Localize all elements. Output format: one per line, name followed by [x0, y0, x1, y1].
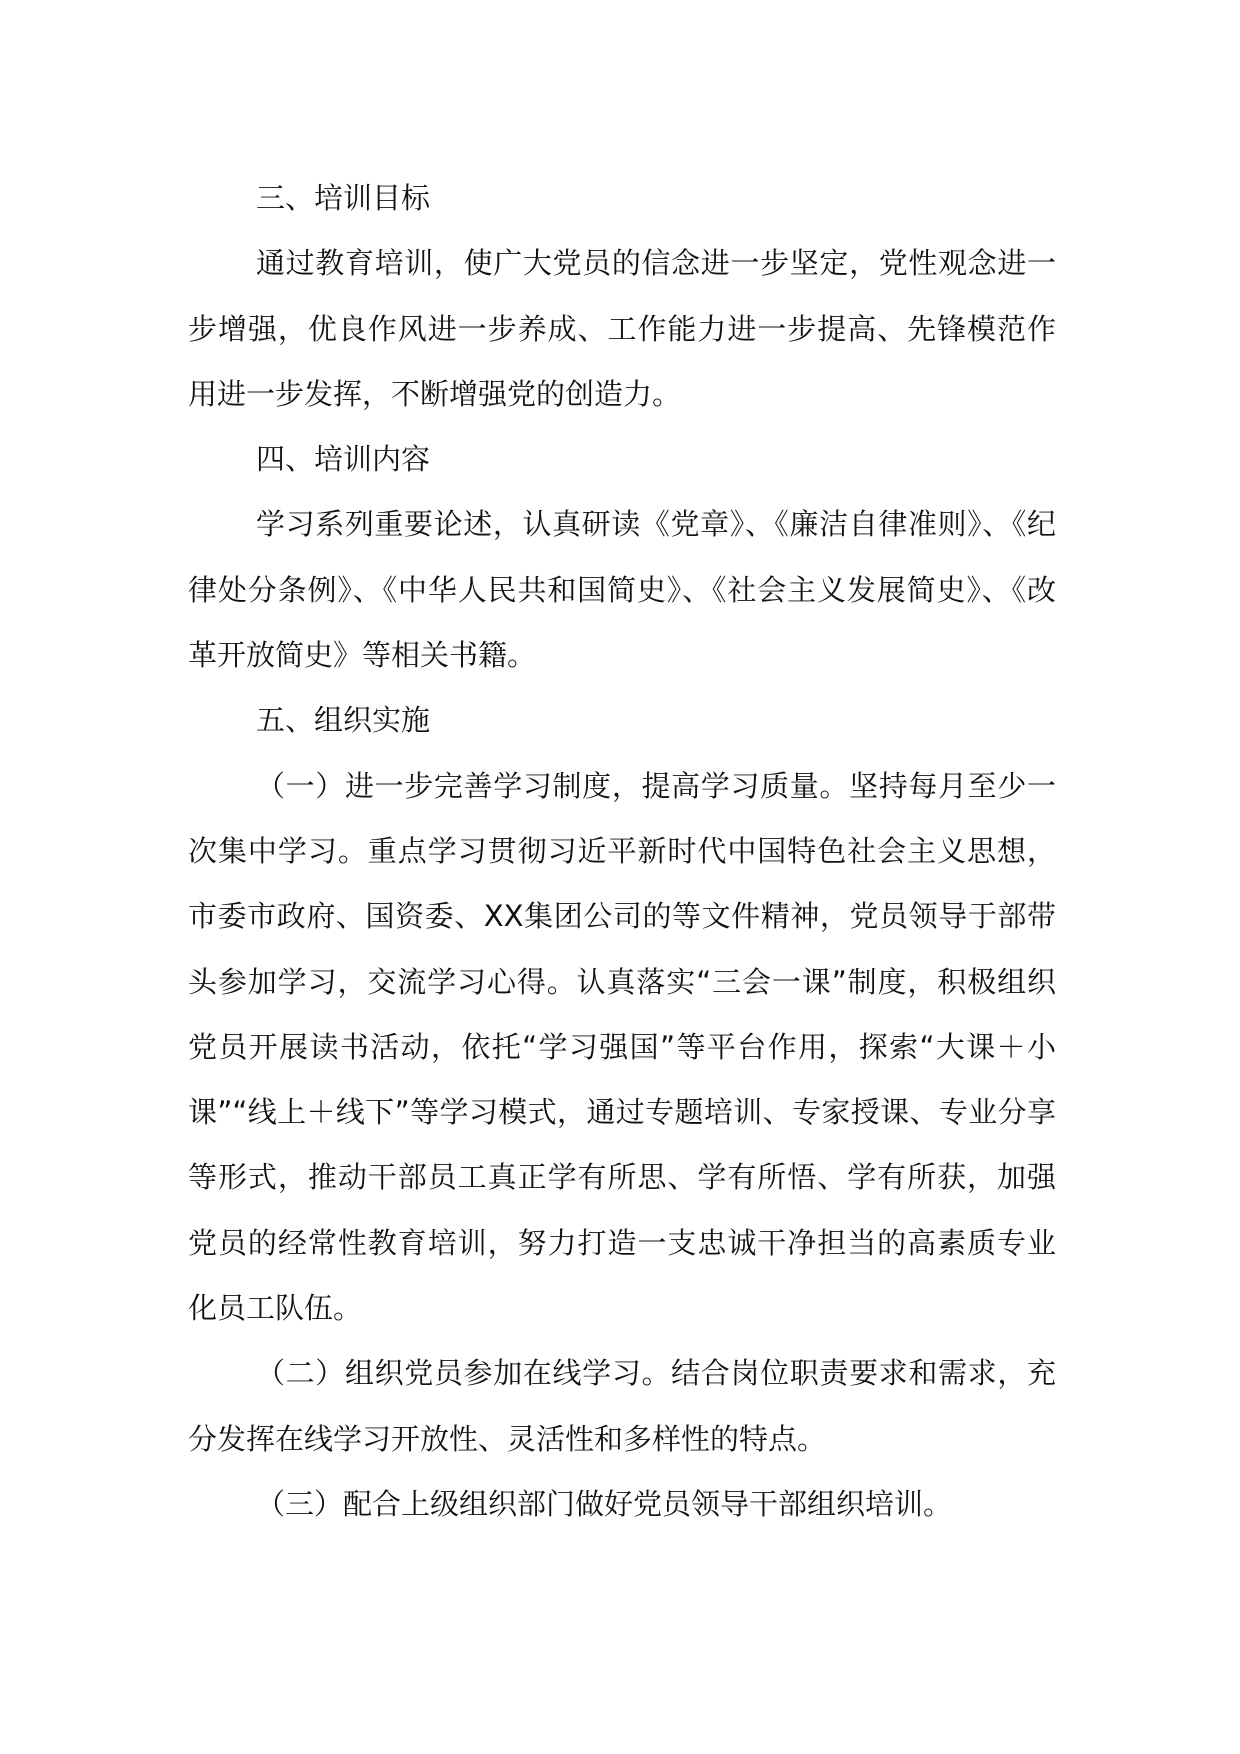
paragraph-training-goals: 通过教育培训，使广大党员的信念进一步坚定，党性观念进一步增强，优良作风进一步养成、工作能力进一步提高、先锋模范作用进一步发挥，不断增强党的创造力。 [188, 246, 1056, 411]
paragraph-implementation-2: （二）组织党员参加在线学习。结合岗位职责要求和需求，充分发挥在线学习开放性、灵活性和多样性的特点。 [188, 1356, 1056, 1456]
paragraph-training-content: 学习系列重要论述，认真研读《党章》、《廉洁自律准则》、《纪律处分条例》、《中华人民共和国简史》、《社会主义发展简史》、《改革开放简史》等相关书籍。 [188, 507, 1056, 673]
section-heading-implementation: 五、组织实施 [256, 703, 431, 738]
paragraph-implementation-3: （三）配合上级组织部门做好党员领导干部组织培训。 [256, 1486, 953, 1521]
paragraph-implementation-1: （一）进一步完善学习制度，提高学习质量。坚持每月至少一次集中学习。重点学习贯彻习近平新时代中国特色社会主义思想，市委市政府、国资委、XX集团公司的等文件精神，党员领导于部带头参加学习，交流学习心得。认真落实“三会一课”制度，积极组织党员开展读书活动，依托“学习强国”等平台作用，探索“大课＋小课”“线上＋线下”等学习模式，通过专题培训、专家授课、专业分享等形式，推动干部员工真正学有所思、学有所悟、学有所获，加强党员的经常性教育培训，努力打造一支忠诚干净担当的高素质专业化员工队伍。 [188, 768, 1056, 1326]
document-body [188, 166, 1056, 1537]
section-heading-training-goals: 三、培训目标 [256, 181, 431, 215]
section-heading-training-content: 四、培训内容 [256, 442, 431, 477]
